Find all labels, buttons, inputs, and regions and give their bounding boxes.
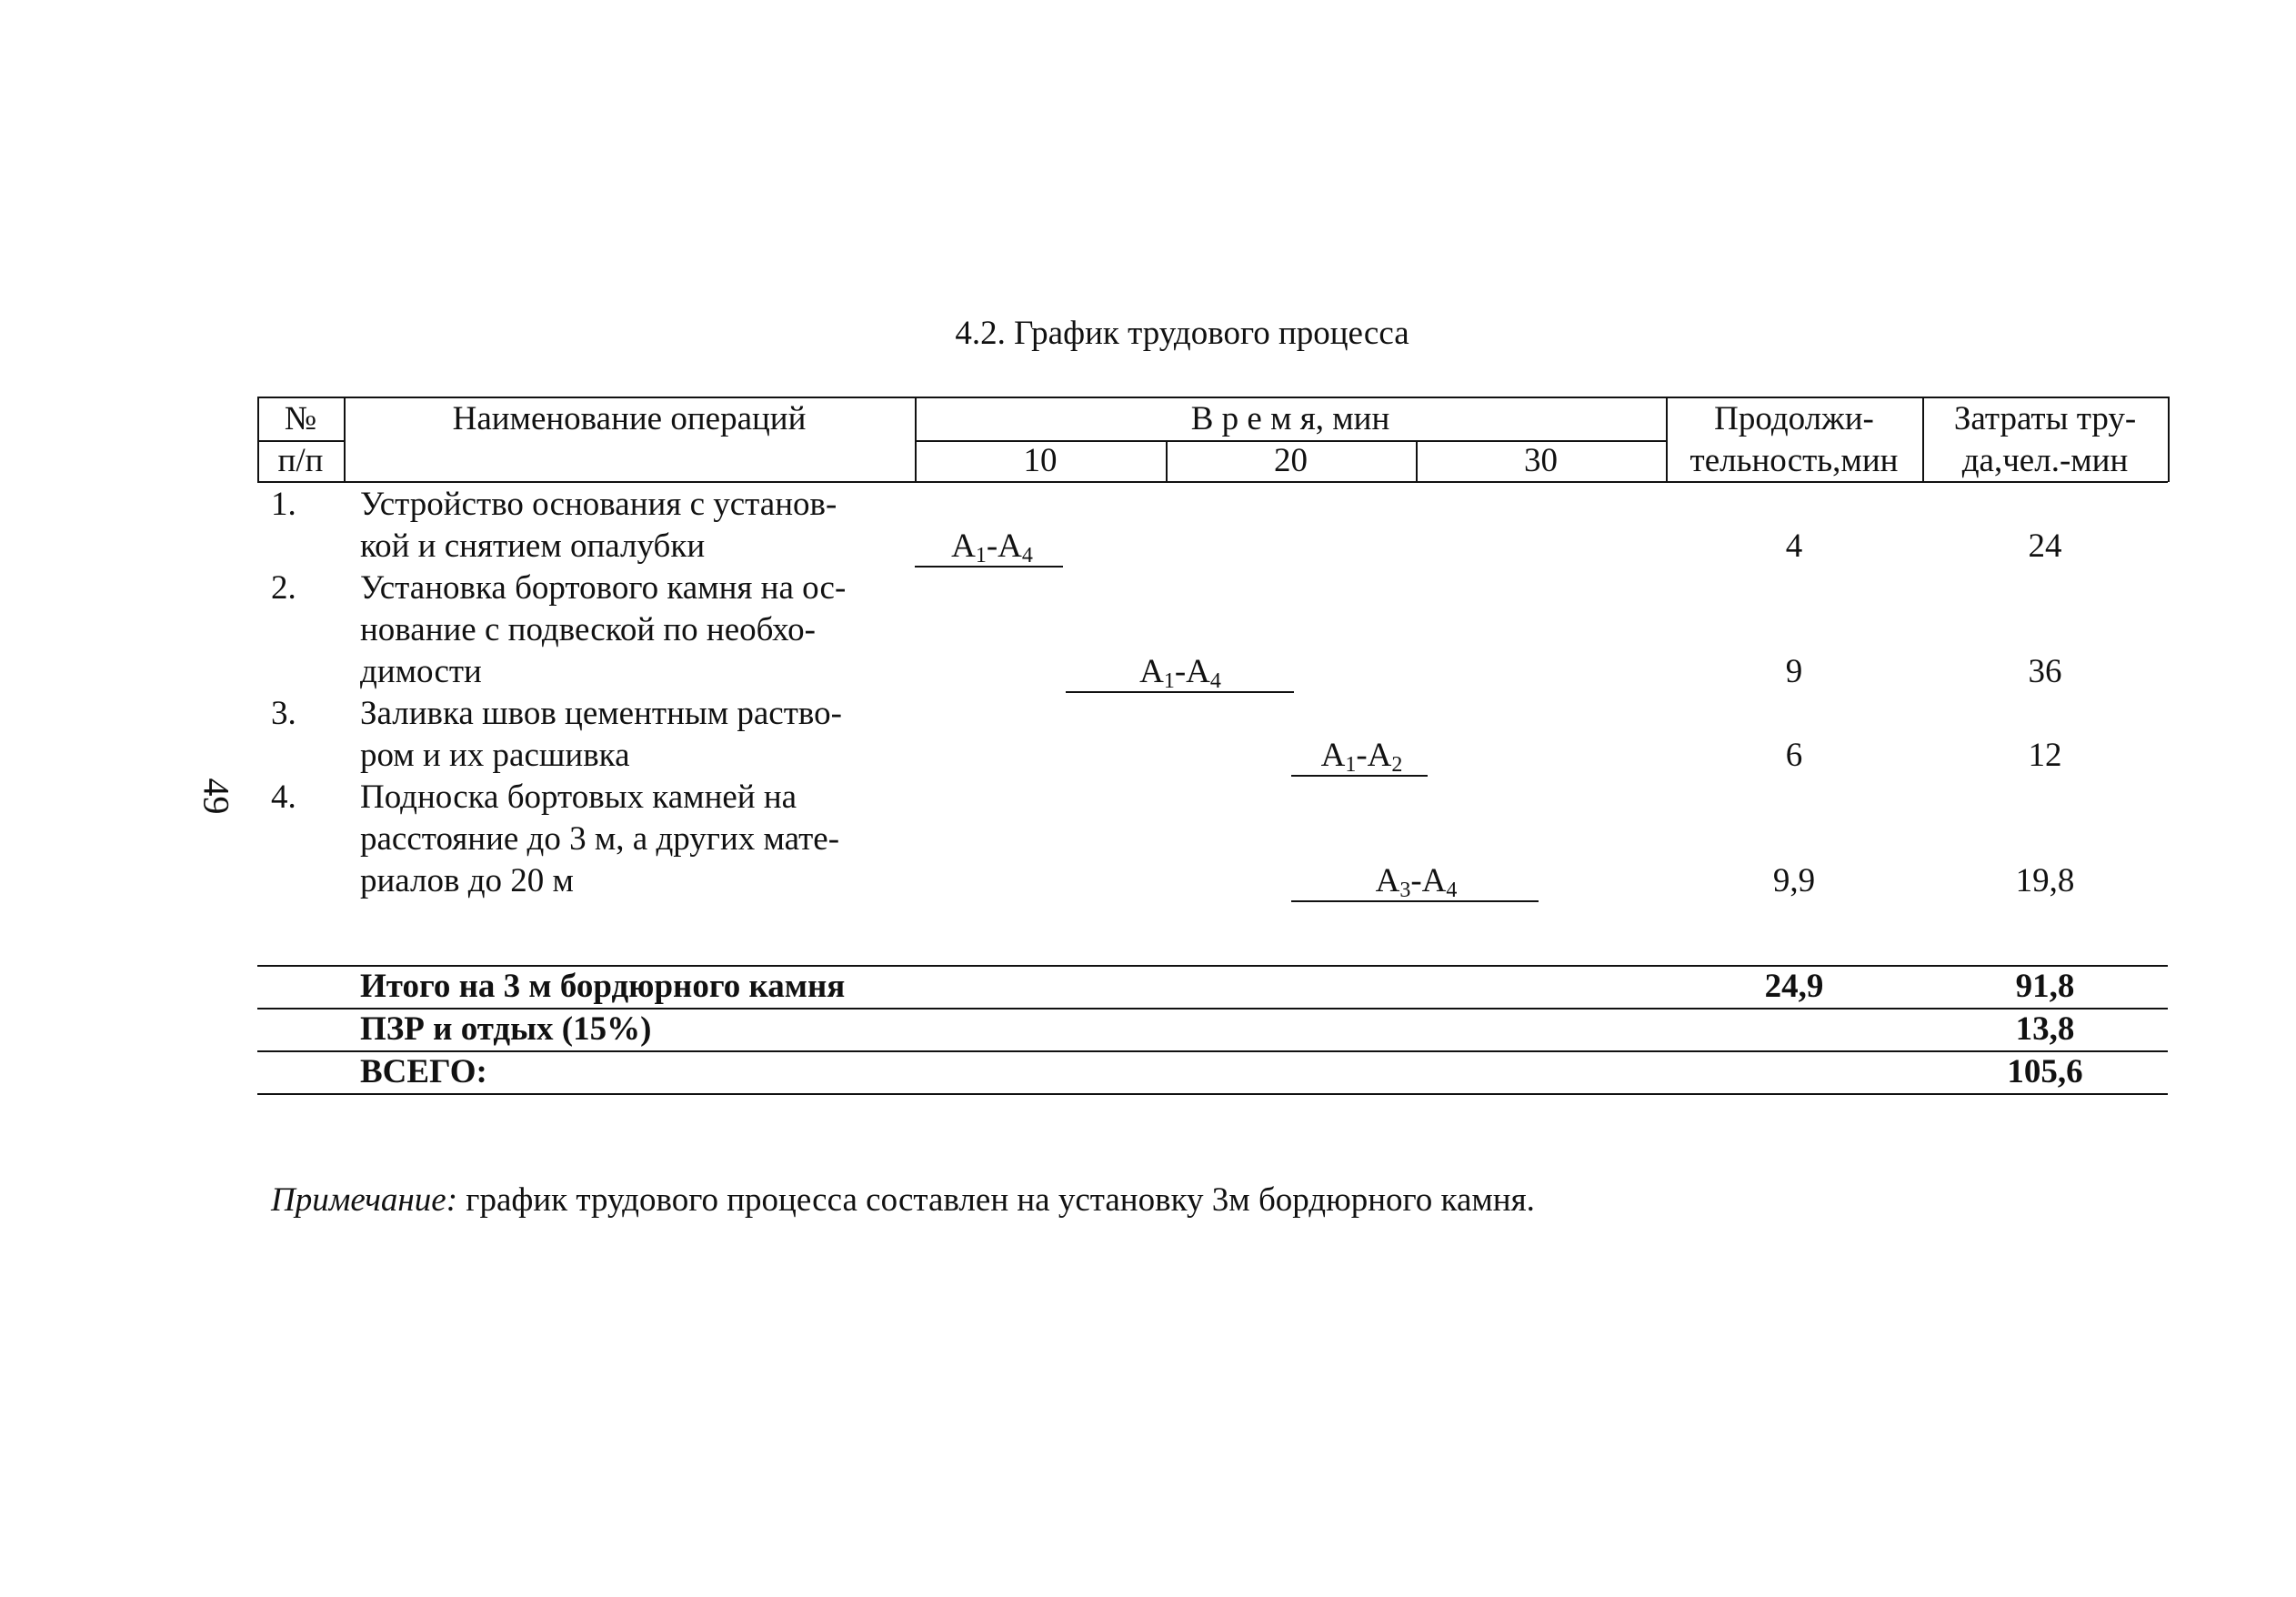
header-time-tick-20: 20 — [1274, 442, 1308, 479]
row-workers-label: $А_3-А_4$ — [1375, 862, 1458, 902]
row-labor: 36 — [2028, 653, 2062, 690]
header-time: В р е м я, мин — [1190, 400, 1390, 437]
totals-rule-2 — [257, 1050, 2168, 1052]
header-labor-line2: да,чел.-мин — [1961, 442, 2129, 479]
row-duration: 6 — [1785, 737, 1803, 774]
page-title: 4.2. График трудового процесса — [955, 315, 1409, 352]
row-duration: 4 — [1785, 527, 1803, 565]
row-operation-line: расстояние до 3 м, а других мате- — [360, 820, 840, 858]
totals-rule-bottom — [257, 1093, 2168, 1095]
subtotal-duration: 24,9 — [1764, 968, 1824, 1005]
footnote-text: график трудового процесса составлен на установку 3м бордюрного камня. — [457, 1181, 1535, 1219]
pzr-label: ПЗР и отдых (15%) — [360, 1010, 652, 1048]
row-operation-line: ром и их расшивка — [360, 737, 630, 774]
header-operation: Наименование операций — [452, 400, 807, 437]
row-time-bar — [915, 566, 1063, 567]
row-operation-line: Подноска бортовых камней на — [360, 778, 797, 816]
total-label: ВСЕГО: — [360, 1053, 487, 1090]
header-no-top: № — [284, 400, 317, 437]
subtotal-labor: 91,8 — [2015, 968, 2075, 1005]
footnote-label: Примечание: — [271, 1181, 458, 1219]
row-operation-line: Заливка швов цементным раство- — [360, 695, 842, 732]
row-number: 3. — [271, 695, 296, 732]
row-operation-line: димости — [360, 653, 482, 690]
row-time-bar — [1291, 775, 1428, 777]
pzr-labor: 13,8 — [2015, 1010, 2075, 1048]
page-number: 49 — [196, 778, 237, 815]
row-operation-line: риалов до 20 м — [360, 862, 574, 899]
header-vline-5 — [2168, 397, 2170, 482]
row-labor: 12 — [2028, 737, 2062, 774]
row-labor: 19,8 — [2015, 862, 2075, 899]
header-no-bottom: п/п — [277, 442, 324, 479]
row-duration: 9 — [1785, 653, 1803, 690]
header-duration-line1: Продолжи- — [1714, 400, 1874, 437]
header-time-tick-30: 30 — [1524, 442, 1558, 479]
subtotal-label: Итого на 3 м бордюрного камня — [360, 968, 846, 1005]
footnote — [271, 1180, 1535, 1220]
row-number: 4. — [271, 778, 296, 816]
row-operation-line: кой и снятием опалубки — [360, 527, 706, 565]
row-operation-line: нование с подвеской по необхо- — [360, 611, 816, 648]
row-duration: 9,9 — [1772, 862, 1816, 899]
row-workers-label: $А_1-А_2$ — [1320, 737, 1403, 777]
row-workers-label: $А_1-А_4$ — [1139, 653, 1221, 693]
header-time-tick-10: 10 — [1023, 442, 1058, 479]
row-operation-line: Устройство основания с установ- — [360, 486, 837, 523]
row-time-bar — [1291, 900, 1539, 902]
header-duration-line2: тельность,мин — [1689, 442, 1899, 479]
header-labor-line1: Затраты тру- — [1953, 400, 2137, 437]
row-number: 2. — [271, 569, 296, 607]
total-labor: 105,6 — [2007, 1053, 2083, 1090]
row-operation-line: Установка бортового камня на ос- — [360, 569, 847, 607]
row-number: 1. — [271, 486, 296, 523]
row-labor: 24 — [2028, 527, 2062, 565]
row-workers-label: $А_1-А_4$ — [951, 527, 1033, 567]
row-time-bar — [1066, 691, 1294, 693]
